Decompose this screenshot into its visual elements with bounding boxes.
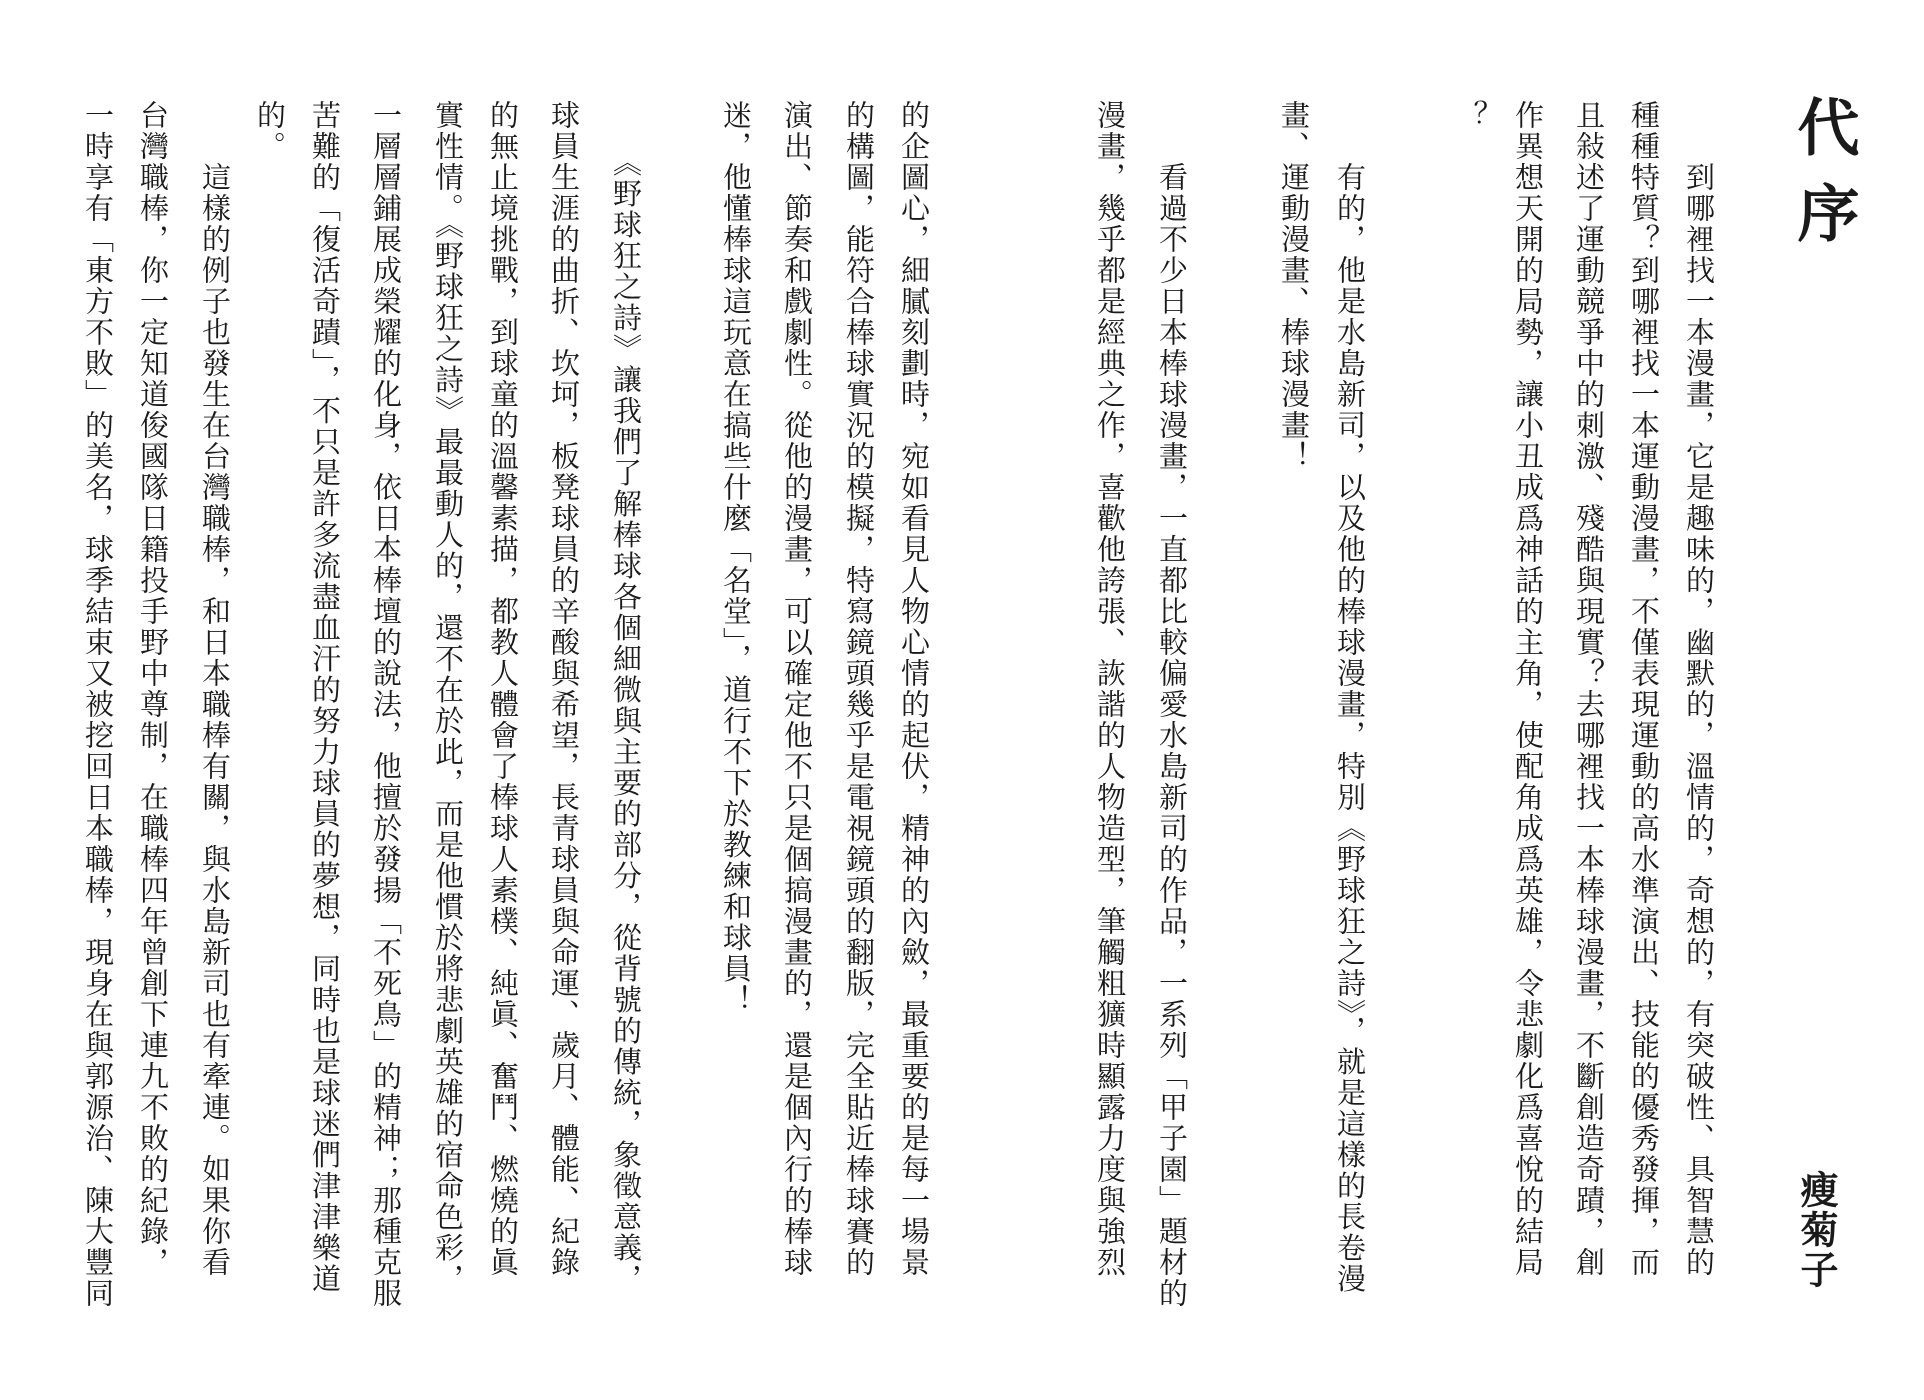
author-name: 瘦菊子: [1794, 1170, 1839, 1290]
text-column: 看過不少日本棒球漫畫，一直都比較偏愛水島新司的作品，一系列「甲子園」題材的: [1155, 100, 1189, 1309]
text-column: 實性情。《野球狂之詩》最最動人的，還不在於此，而是他慣於將悲劇英雄的宿命色彩，: [431, 100, 465, 1295]
text-column: 種種特質？到哪裡找一本運動漫畫，不僅表現運動的高水準演出、技能的優秀發揮，而: [1627, 100, 1661, 1278]
page-title: 代序: [1787, 95, 1860, 267]
text-column: 漫畫，幾乎都是經典之作，喜歡他誇張、詼諧的人物造型，筆觸粗獷時顯露力度與強烈: [1093, 100, 1127, 1278]
text-column: 苦難的「復活奇蹟」，不只是許多流盡血汗的努力球員的夢想，同時也是球迷們津津樂道: [308, 100, 342, 1295]
text-column: 作異想天開的局勢，讓小丑成爲神話的主角，使配角成爲英雄，令悲劇化爲喜悅的結局: [1511, 100, 1545, 1278]
text-column: 台灣職棒，你一定知道俊國隊日籍投手野中尊制，在職棒四年曾創下連九不敗的紀錄，: [136, 100, 170, 1278]
text-column: 一層層鋪展成榮耀的化身，依日本棒壇的說法，他擅於發揚「不死鳥」的精神；那種克服: [369, 100, 403, 1309]
text-column: 《野球狂之詩》讓我們了解棒球各個細微與主要的部分，從背號的傳統，象徵意義，: [609, 100, 643, 1295]
text-column: 到哪裡找一本漫畫，它是趣味的，幽默的，溫情的，奇想的，有突破性、具智慧的: [1682, 100, 1716, 1278]
text-column: 迷，他懂棒球這玩意在搞些什麼「名堂」，道行不下於教練和球員！: [719, 100, 753, 1016]
text-column: 演出、節奏和戲劇性。從他的漫畫，可以確定他不只是個搞漫畫的，還是個內行的棒球: [780, 100, 814, 1278]
text-column: 的企圖心，細膩刻劃時，宛如看見人物心情的起伏，精神的內斂，最重要的是每一場景: [897, 100, 931, 1278]
text-column: 有的，他是水島新司，以及他的棒球漫畫，特別《野球狂之詩》，就是這樣的長卷漫: [1333, 100, 1367, 1295]
text-column: 畫、運動漫畫、棒球漫畫！: [1277, 100, 1311, 472]
text-column: 的無止境挑戰，到球童的溫馨素描，都教人體會了棒球人素樸、純眞、奮鬥、燃燒的眞: [486, 100, 520, 1278]
text-column: 的。: [253, 100, 287, 162]
text-column: 這樣的例子也發生在台灣職棒，和日本職棒有關，與水島新司也有牽連。如果你看: [198, 100, 232, 1278]
text-column: 且敍述了運動競爭中的刺激、殘酷與現實？去哪裡找一本棒球漫畫，不斷創造奇蹟，創: [1572, 100, 1606, 1278]
text-column: 的構圖，能符合棒球實況的模擬，特寫鏡頭幾乎是電視鏡頭的翻版，完全貼近棒球賽的: [842, 100, 876, 1278]
text-column: 一時享有「東方不敗」的美名，球季結束又被挖回日本職棒，現身在與郭源治、陳大豐同: [81, 100, 115, 1309]
text-column: 球員生涯的曲折、坎坷，板凳球員的辛酸與希望，長青球員與命運、歲月、體能、紀錄: [547, 100, 581, 1278]
text-column: ？: [1455, 100, 1489, 131]
